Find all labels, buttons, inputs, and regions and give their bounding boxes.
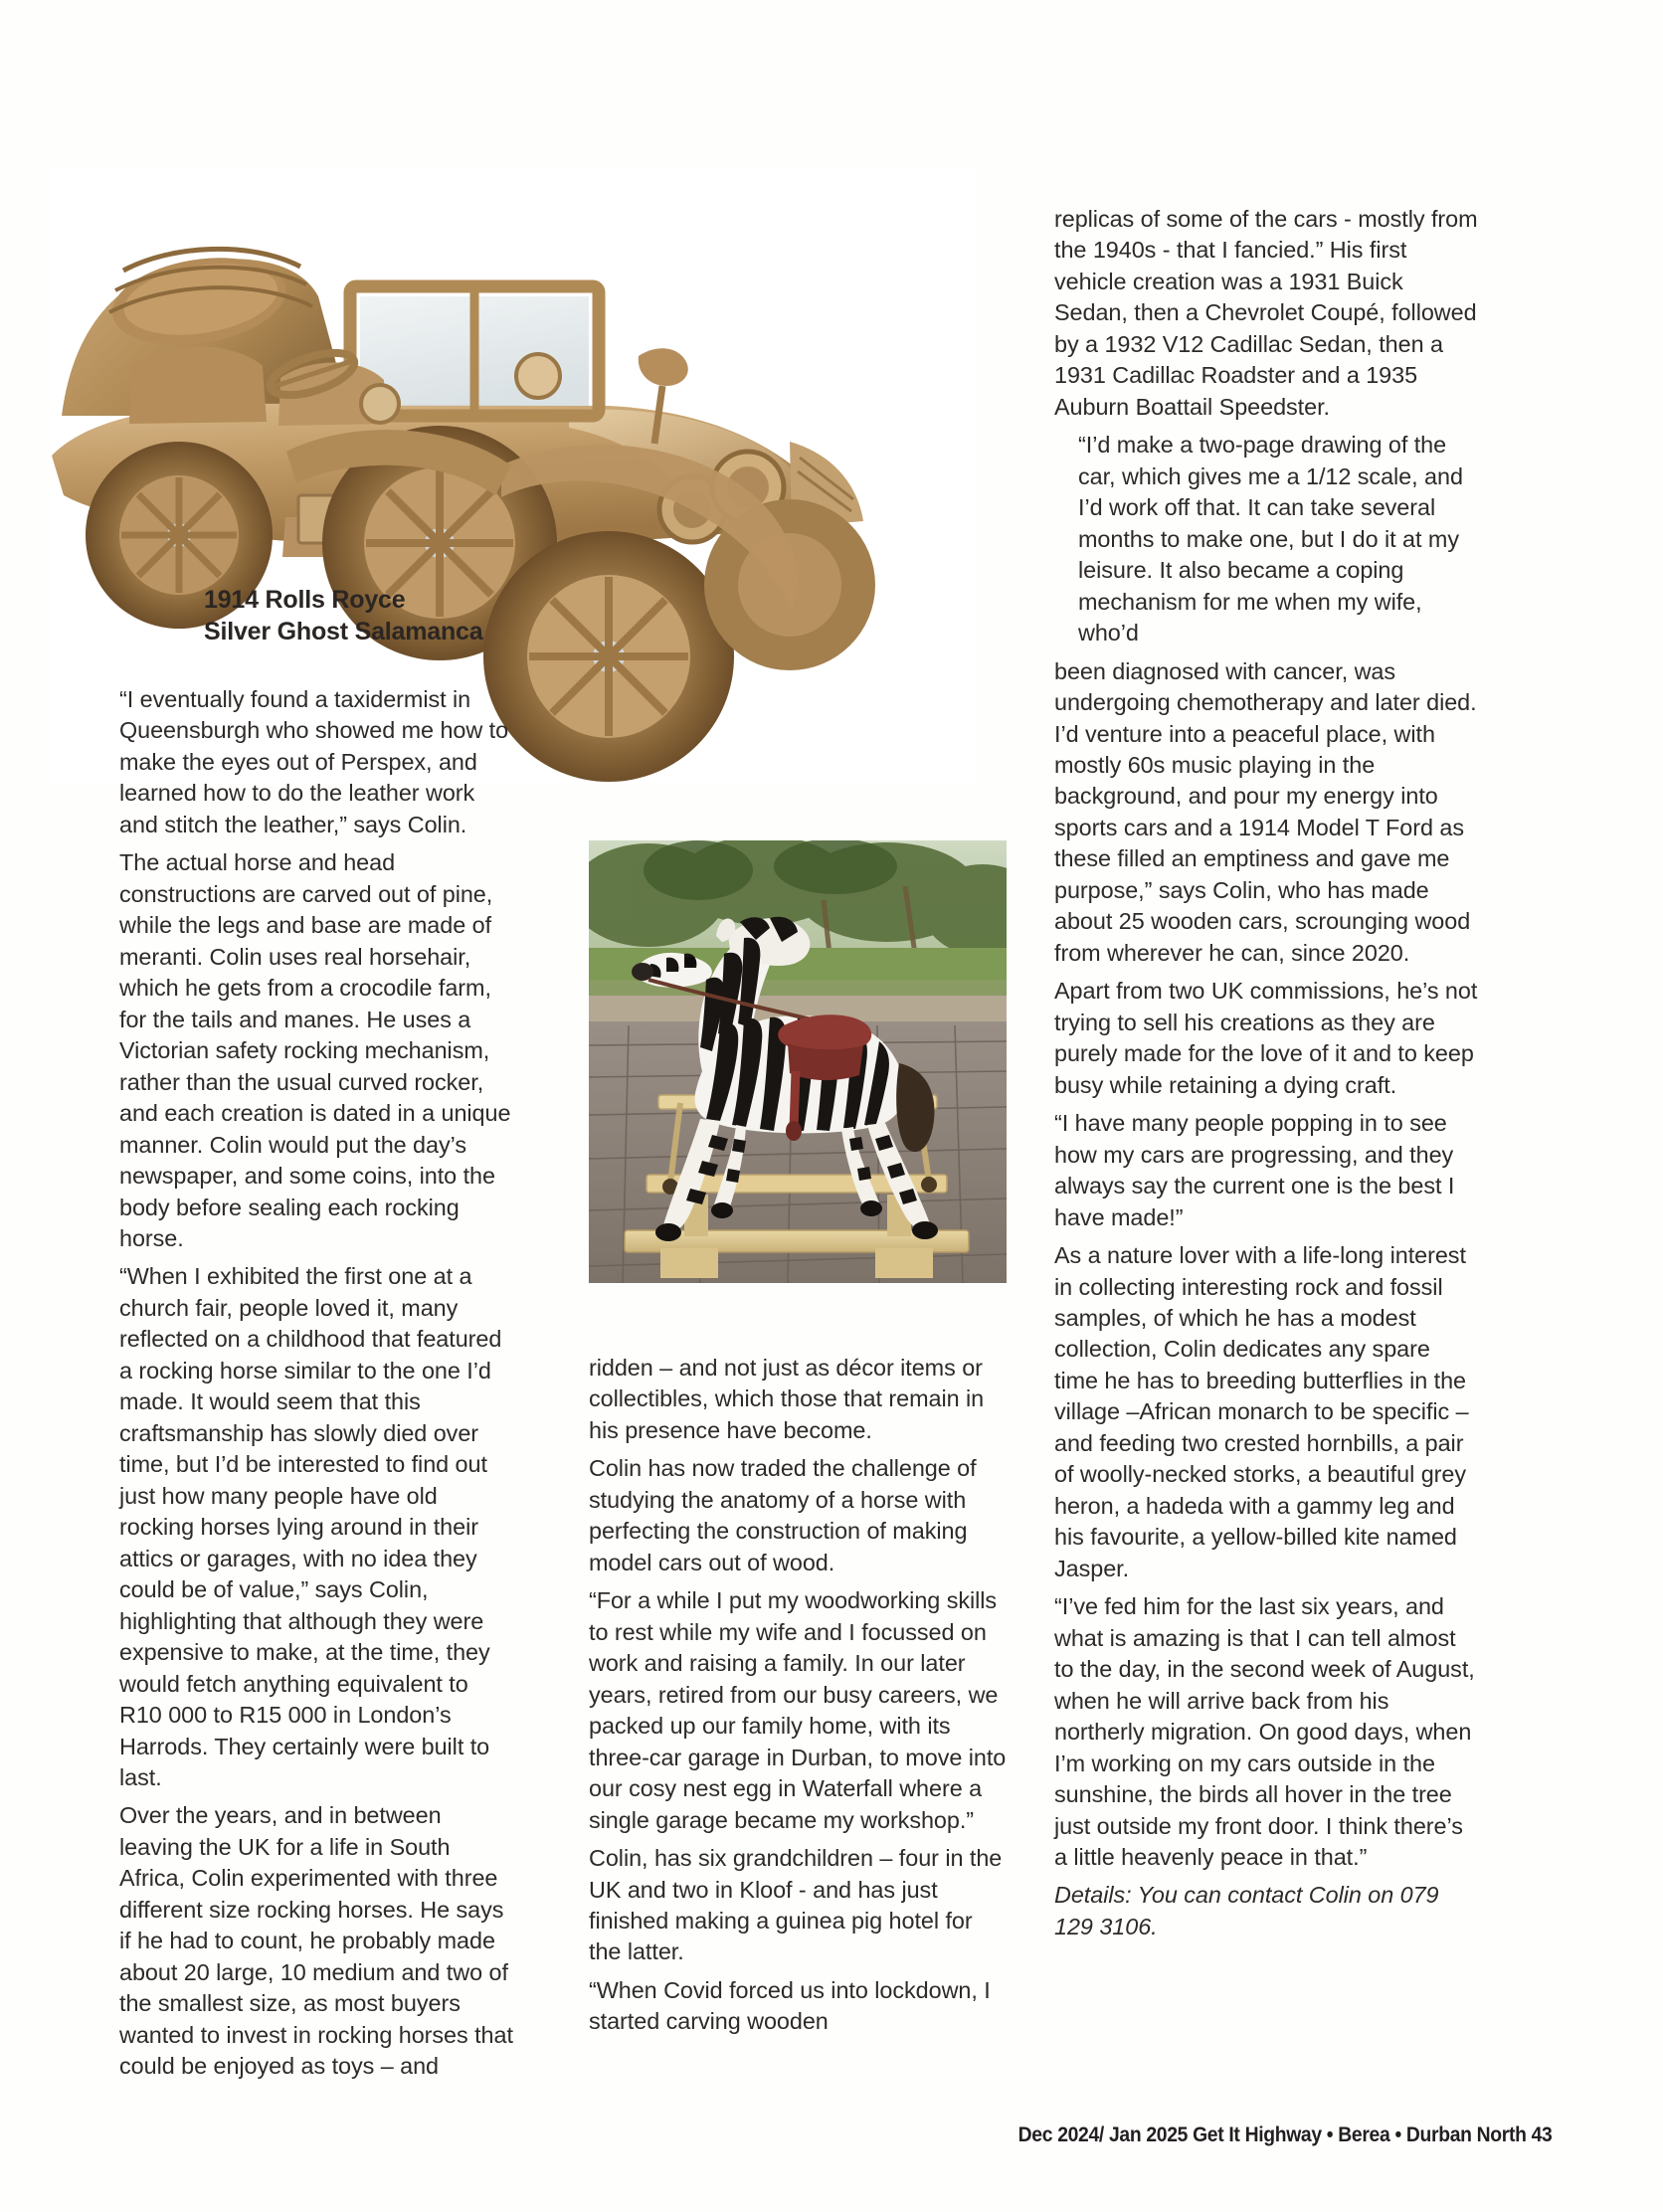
caption-line-2: Silver Ghost Salamanca [204, 617, 483, 645]
zebra-rocking-horse-photo [589, 840, 1007, 1283]
col2-paragraph-5: “When Covid forced us into lockdown, I started carving wooden [589, 1976, 991, 2035]
text-column-3 [1054, 204, 1480, 1944]
col3-paragraph-3: Apart from two UK commissions, he’s not trying to sell his creations as they are purely made for the love of it and to keep busy while retaining a dying craft. [1054, 978, 1478, 1098]
page-footer: Dec 2024/ Jan 2025 Get It Highway • Berea • Durban North 43 [1017, 2123, 1552, 2146]
caption-line-1: 1914 Rolls Royce [204, 586, 406, 614]
col2-paragraph-4: Colin, has six grandchildren – four in the UK and two in Kloof - and has just finished making a guinea pig hotel for the latter. [589, 1845, 1003, 1965]
contact-details: Details: You can contact Colin on 079 129 3106. [1054, 1882, 1439, 1939]
col2-paragraph-1: ridden – and not just as décor items or collectibles, which those that remain in his presence have become. [589, 1355, 985, 1443]
col3-paragraph-5: As a nature lover with a life-long interest in collecting interesting rock and fossil samples, of which he has a modest collection, Colin dedicates any spare time he has to breeding butterflies in the village –African monarch to be specific – and feeding two crested hornbills, a pair of woolly-necked storks, a beautiful grey heron, a hadeda with a gammy leg and his favourite, a yellow-billed kite named Jasper. [1054, 1242, 1469, 1581]
col2-paragraph-3: “For a while I put my woodworking skills to rest while my wife and I focussed on work and raising a family. In our later years, retired from our busy careers, we packed up our family home, with its three-car garage in Durban, to move into our cosy nest egg in Waterfall where a single garage became my workshop.” [589, 1587, 1007, 1833]
photo-caption [204, 585, 532, 647]
col3-paragraph-6: “I’ve fed him for the last six years, and what is amazing is that I can tell almost to the day, in the second week of August, when he will arrive back from his northerly migration. On good days, when I’m working on my cars outside in the sunshine, the birds all hover in the tree just outside my front door. I think there’s a little heavenly peace in that.” [1054, 1593, 1475, 1870]
col1-paragraph-4: Over the years, and in between leaving the UK for a life in South Africa, Colin experimented with three different size rocking horses. He says if he had to count, he probably made about 20 large, 10 medium and two of the smallest size, as most buyers wanted to invest in rocking horses that could be enjoyed as toys – and [119, 1802, 513, 2080]
col3-paragraph-2-continued: been diagnosed with cancer, was undergoing chemotherapy and later died. I’d venture into a peaceful place, with mostly 60s music playing in the background, and pour my energy into sports cars and a 1914 Model T Ford as these filled an emptiness and gave me purpose,” says Colin, who has made about 25 wooden cars, scrounging wood from wherever he can, since 2020. [1054, 657, 1477, 966]
text-column-1 [119, 684, 515, 2084]
col3-paragraph-1: replicas of some of the cars - mostly from the 1940s - that I fancied.” His first vehicle creation was a 1931 Buick Sedan, then a Chevrolet Coupé, followed by a 1932 V12 Cadillac Sedan, then a 1931 Cadillac Roadster and a 1935 Auburn Boattail Speedster. [1054, 206, 1478, 420]
col1-paragraph-3: “When I exhibited the first one at a church fair, people loved it, many reflected on a childhood that featured a rocking horse similar to the one I’d made. It would seem that this craftsmanship has slowly died over time, but I’d be interested to find out just how many people have old rocking horses lying around in their attics or garages, with no idea they could be of value,” says Colin, highlighting that although they were expensive to make, at the time, they would fetch anything equivalent to R10 000 to R15 000 in London’s Harrods. They certainly were built to last. [119, 1263, 502, 1790]
col3-paragraph-4: “I have many people popping in to see how my cars are progressing, and they always say the current one is the best I have made!” [1054, 1110, 1455, 1230]
col2-paragraph-2: Colin has now traded the challenge of studying the anatomy of a horse with perfecting the construction of making model cars out of wood. [589, 1455, 977, 1575]
col1-paragraph-1: “I eventually found a taxidermist in Queensburgh who showed me how to make the eyes out of Perspex, and learned how to do the leather work and stitch the leather,” says Colin. [119, 686, 509, 837]
col1-paragraph-2: The actual horse and head constructions are carved out of pine, while the legs and base are made of meranti. Colin uses real horsehair, which he gets from a crocodile farm, for the tails and manes. He uses a Victorian safety rocking mechanism, rather than the usual curved rocker, and each creation is dated in a unique manner. Colin would put the day’s newspaper, and some coins, into the body before sealing each rocking horse. [119, 849, 511, 1251]
col3-paragraph-2-indented: “I’d make a two-page drawing of the car, which gives me a 1/12 scale, and I’d work off that. It can take several months to make one, but I do it at my leisure. It also became a coping mechanism for me when my wife, who’d [1078, 432, 1463, 646]
text-column-2 [589, 1353, 1007, 2039]
